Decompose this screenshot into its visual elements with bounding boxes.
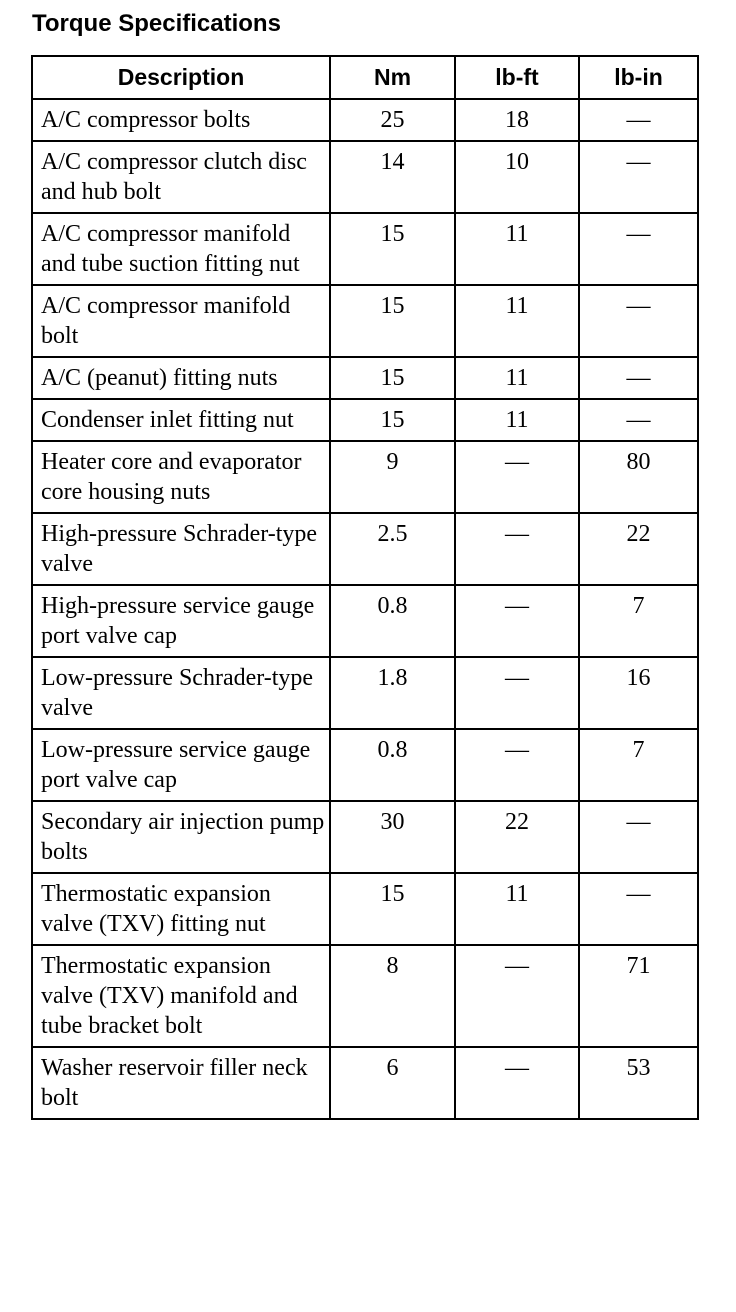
cell-lb-in: 71: [579, 945, 698, 1047]
cell-nm: 15: [330, 873, 455, 945]
cell-nm: 30: [330, 801, 455, 873]
cell-nm: 1.8: [330, 657, 455, 729]
cell-lb-in: 53: [579, 1047, 698, 1119]
page-title: Torque Specifications: [32, 10, 281, 37]
table-row: [32, 945, 698, 1047]
cell-description: Low-pressure service gauge port valve cap: [32, 729, 330, 801]
torque-spec-table: [31, 55, 699, 1120]
cell-nm: 15: [330, 213, 455, 285]
table-row: [32, 801, 698, 873]
cell-lb-in: —: [579, 873, 698, 945]
table-row: [32, 513, 698, 585]
cell-description: A/C compressor bolts: [32, 99, 330, 141]
cell-lb-in: —: [579, 99, 698, 141]
cell-description: Heater core and evaporator core housing nuts: [32, 441, 330, 513]
cell-lb-in: —: [579, 213, 698, 285]
cell-lb-ft: 11: [455, 873, 579, 945]
cell-lb-in: —: [579, 801, 698, 873]
cell-lb-ft: 11: [455, 213, 579, 285]
cell-lb-ft: —: [455, 441, 579, 513]
cell-description: A/C (peanut) fitting nuts: [32, 357, 330, 399]
cell-nm: 15: [330, 285, 455, 357]
cell-lb-ft: —: [455, 945, 579, 1047]
cell-description: A/C compressor clutch disc and hub bolt: [32, 141, 330, 213]
cell-lb-ft: 22: [455, 801, 579, 873]
cell-description: High-pressure service gauge port valve cap: [32, 585, 330, 657]
column-header-lb-in: lb-in: [579, 56, 698, 99]
cell-description: A/C compressor manifold bolt: [32, 285, 330, 357]
cell-lb-in: 7: [579, 729, 698, 801]
cell-description: Thermostatic expansion valve (TXV) manifold and tube bracket bolt: [32, 945, 330, 1047]
cell-lb-in: 16: [579, 657, 698, 729]
cell-nm: 25: [330, 99, 455, 141]
table-row: [32, 213, 698, 285]
table-row: [32, 99, 698, 141]
cell-lb-in: —: [579, 357, 698, 399]
cell-lb-in: —: [579, 399, 698, 441]
table-header-row: [32, 56, 698, 99]
column-header-description: Description: [32, 56, 330, 99]
table-row: [32, 399, 698, 441]
cell-nm: 15: [330, 357, 455, 399]
cell-lb-ft: —: [455, 585, 579, 657]
table-row: [32, 585, 698, 657]
table-row: [32, 441, 698, 513]
cell-description: Low-pressure Schrader-type valve: [32, 657, 330, 729]
table-row: [32, 1047, 698, 1119]
column-header-lb-ft: lb-ft: [455, 56, 579, 99]
cell-lb-ft: —: [455, 657, 579, 729]
cell-description: A/C compressor manifold and tube suction fitting nut: [32, 213, 330, 285]
cell-nm: 15: [330, 399, 455, 441]
table-row: [32, 729, 698, 801]
table-row: [32, 285, 698, 357]
cell-nm: 9: [330, 441, 455, 513]
cell-description: Secondary air injection pump bolts: [32, 801, 330, 873]
cell-description: Washer reservoir filler neck bolt: [32, 1047, 330, 1119]
cell-nm: 14: [330, 141, 455, 213]
table-row: [32, 141, 698, 213]
cell-nm: 6: [330, 1047, 455, 1119]
table-row: [32, 873, 698, 945]
cell-lb-in: 7: [579, 585, 698, 657]
cell-nm: 0.8: [330, 729, 455, 801]
cell-description: Thermostatic expansion valve (TXV) fitting nut: [32, 873, 330, 945]
column-header-nm: Nm: [330, 56, 455, 99]
cell-lb-in: —: [579, 141, 698, 213]
cell-lb-ft: —: [455, 729, 579, 801]
cell-nm: 8: [330, 945, 455, 1047]
cell-lb-ft: 18: [455, 99, 579, 141]
cell-nm: 2.5: [330, 513, 455, 585]
cell-lb-ft: 11: [455, 399, 579, 441]
cell-lb-ft: —: [455, 513, 579, 585]
cell-description: High-pressure Schrader-type valve: [32, 513, 330, 585]
table-row: [32, 657, 698, 729]
cell-lb-ft: 11: [455, 285, 579, 357]
cell-lb-in: —: [579, 285, 698, 357]
cell-lb-in: 22: [579, 513, 698, 585]
cell-lb-ft: —: [455, 1047, 579, 1119]
table-row: [32, 357, 698, 399]
cell-lb-in: 80: [579, 441, 698, 513]
cell-description: Condenser inlet fitting nut: [32, 399, 330, 441]
cell-nm: 0.8: [330, 585, 455, 657]
cell-lb-ft: 11: [455, 357, 579, 399]
cell-lb-ft: 10: [455, 141, 579, 213]
